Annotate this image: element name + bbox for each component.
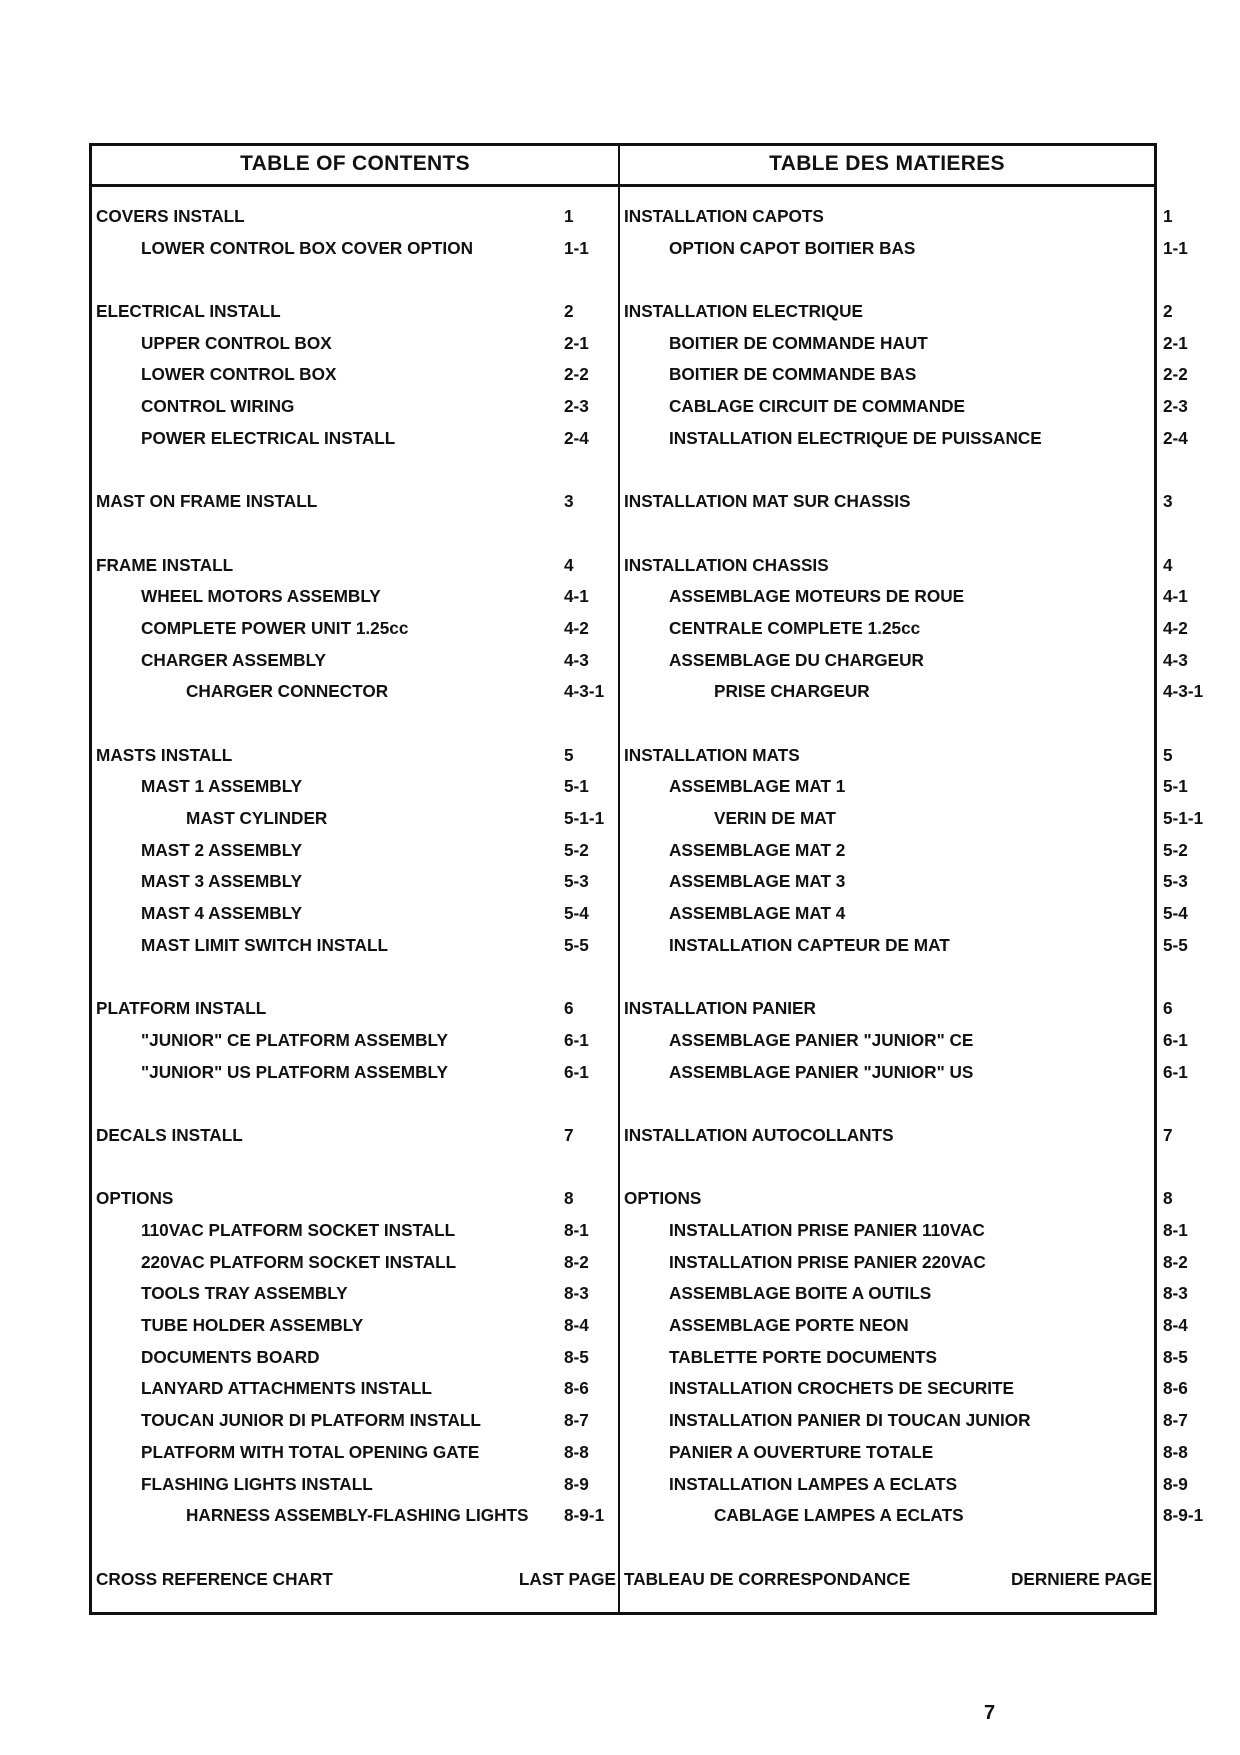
toc-spacer	[92, 708, 618, 740]
toc-english-column	[92, 146, 620, 1612]
toc-subsection-entry	[620, 930, 1188, 962]
toc-subsection-entry	[92, 1310, 618, 1342]
toc-entry-title: PLATFORM INSTALL	[96, 998, 267, 1019]
toc-entry-title: ASSEMBLAGE PANIER "JUNIOR" CE	[669, 1029, 974, 1050]
toc-section-entry	[620, 1564, 1154, 1596]
toc-entry-title: MAST 2 ASSEMBLY	[141, 839, 303, 860]
toc-entry-page: 8-8	[564, 1441, 589, 1462]
toc-subsection-entry	[620, 1405, 1188, 1437]
toc-entry-title: "JUNIOR" US PLATFORM ASSEMBLY	[141, 1061, 448, 1082]
toc-entry-page: 8	[564, 1188, 574, 1209]
toc-subsection-entry	[92, 359, 618, 391]
toc-subsubsection-entry	[620, 803, 1204, 835]
toc-entry-title: CHARGER ASSEMBLY	[141, 649, 326, 670]
toc-subsubsection-entry	[92, 803, 618, 835]
toc-entry-title: OPTIONS	[624, 1188, 702, 1209]
toc-spacer	[92, 1532, 618, 1564]
toc-spacer	[92, 1088, 618, 1120]
toc-subsection-entry	[92, 930, 618, 962]
page-number: 7	[984, 1702, 996, 1724]
toc-entry-page: 8-6	[564, 1378, 589, 1399]
toc-entry-page: 2	[1163, 301, 1173, 322]
toc-entry-page: 5-1	[1163, 776, 1188, 797]
toc-entry-title: INSTALLATION MATS	[624, 744, 800, 765]
toc-entry-page: 5	[1163, 744, 1173, 765]
toc-entry-page: 8-1	[1163, 1220, 1188, 1240]
toc-entry-page: 8	[1163, 1188, 1173, 1209]
toc-section-entry	[92, 550, 618, 582]
toc-entry-page: 4-2	[564, 617, 589, 638]
toc-entry-page: 2-4	[564, 427, 589, 448]
toc-spacer	[620, 455, 1154, 487]
toc-subsection-entry	[92, 1247, 618, 1279]
toc-entry-title: MAST 4 ASSEMBLY	[141, 903, 303, 924]
toc-entry-page: 6-1	[564, 1061, 589, 1082]
toc-entry-page: 8-4	[1163, 1315, 1188, 1336]
toc-entry-page: 8-4	[564, 1315, 589, 1336]
toc-subsection-entry	[620, 1057, 1188, 1089]
toc-subsubsection-entry	[620, 1500, 1204, 1532]
toc-subsubsection-entry	[92, 1500, 618, 1532]
toc-entry-title: TUBE HOLDER ASSEMBLY	[141, 1315, 364, 1336]
toc-spacer	[92, 518, 618, 550]
toc-section-entry	[92, 296, 618, 328]
toc-entry-page: 5-1-1	[1163, 808, 1204, 829]
toc-entry-title: FLASHING LIGHTS INSTALL	[141, 1473, 373, 1494]
toc-subsection-entry	[620, 1025, 1188, 1057]
toc-subsection-entry	[92, 1278, 618, 1310]
toc-entry-title: INSTALLATION PANIER	[624, 998, 816, 1019]
toc-spacer	[92, 455, 618, 487]
toc-french-entries	[620, 187, 1204, 1595]
toc-entry-title: WHEEL MOTORS ASSEMBLY	[141, 586, 381, 607]
toc-entry-title: CROSS REFERENCE CHART	[96, 1568, 333, 1589]
toc-subsection-entry	[620, 1310, 1188, 1342]
toc-entry-page: 8-2	[1163, 1251, 1188, 1272]
toc-entry-page: 8-6	[1163, 1378, 1188, 1399]
toc-entry-page: 6-1	[564, 1029, 589, 1050]
toc-entry-page: 4-1	[564, 586, 589, 607]
toc-subsection-entry	[620, 898, 1188, 930]
toc-entry-title: TOUCAN JUNIOR DI PLATFORM INSTALL	[141, 1410, 481, 1431]
toc-spacer	[620, 708, 1154, 740]
toc-spacer	[620, 518, 1154, 550]
toc-entry-title: VERIN DE MAT	[714, 808, 836, 829]
toc-entry-title: MAST LIMIT SWITCH INSTALL	[141, 934, 388, 955]
toc-subsection-entry	[92, 391, 618, 423]
toc-entry-page: 5-5	[564, 934, 589, 955]
toc-entry-page: 5-3	[1163, 871, 1188, 892]
toc-entry-title: ASSEMBLAGE PORTE NEON	[669, 1315, 909, 1336]
table-of-contents	[89, 143, 1204, 1615]
toc-entry-page: 8-9-1	[1163, 1505, 1204, 1526]
toc-entry-page: 6	[564, 998, 574, 1019]
toc-entry-page: 8-2	[564, 1251, 589, 1272]
toc-entry-page: 5-1-1	[564, 808, 605, 829]
toc-subsection-entry	[620, 771, 1188, 803]
toc-section-entry	[620, 1120, 1173, 1152]
toc-entry-title: INSTALLATION PRISE PANIER 220VAC	[669, 1251, 986, 1272]
toc-entry-page: 8-9-1	[564, 1505, 605, 1526]
toc-entry-title: MASTS INSTALL	[96, 744, 233, 765]
toc-subsection-entry	[92, 771, 618, 803]
toc-entry-page: 5-5	[1163, 934, 1188, 955]
toc-entry-page: 5-4	[564, 903, 589, 924]
toc-entry-page: DERNIERE PAGE	[1010, 1568, 1152, 1589]
toc-subsection-entry	[92, 1215, 618, 1247]
toc-entry-title: CHARGER CONNECTOR	[186, 681, 389, 702]
toc-entry-title: PLATFORM WITH TOTAL OPENING GATE	[141, 1441, 480, 1462]
toc-entry-page: 2-2	[1163, 364, 1188, 385]
toc-subsection-entry	[620, 645, 1188, 677]
toc-entry-title: INSTALLATION ELECTRIQUE	[624, 301, 864, 322]
toc-section-entry	[92, 201, 618, 233]
toc-section-entry	[620, 1183, 1173, 1215]
toc-entry-page: 1-1	[564, 237, 589, 258]
toc-subsection-entry	[92, 581, 618, 613]
toc-entry-page: 2	[564, 301, 574, 322]
toc-entry-title: TOOLS TRAY ASSEMBLY	[141, 1283, 348, 1304]
toc-subsection-entry	[92, 423, 618, 455]
toc-entry-page: 5-2	[564, 839, 589, 860]
toc-entry-title: COVERS INSTALL	[96, 206, 245, 226]
toc-entry-page: 1	[564, 206, 574, 226]
toc-entry-page: 8-9	[1163, 1473, 1188, 1494]
toc-entry-title: INSTALLATION CAPOTS	[624, 206, 824, 226]
toc-subsection-entry	[620, 1437, 1188, 1469]
toc-entry-title: INSTALLATION CHASSIS	[624, 554, 829, 575]
toc-entry-page: 2-2	[564, 364, 589, 385]
toc-section-entry	[620, 740, 1173, 772]
toc-entry-page: 6	[1163, 998, 1173, 1019]
toc-subsection-entry	[620, 1247, 1188, 1279]
toc-subsection-entry	[92, 1057, 618, 1089]
toc-entry-page: 8-7	[564, 1410, 589, 1431]
toc-entry-title: MAST 1 ASSEMBLY	[141, 776, 303, 797]
toc-section-entry	[92, 1120, 618, 1152]
toc-entry-page: 5	[564, 744, 574, 765]
toc-entry-page: 2-1	[564, 332, 589, 353]
toc-entry-title: ASSEMBLAGE DU CHARGEUR	[669, 649, 924, 670]
toc-entry-title: ASSEMBLAGE MOTEURS DE ROUE	[669, 586, 965, 607]
toc-entry-page: 3	[564, 491, 574, 512]
toc-entry-title: LANYARD ATTACHMENTS INSTALL	[141, 1378, 432, 1399]
toc-subsection-entry	[620, 1215, 1188, 1247]
toc-subsection-entry	[620, 233, 1188, 265]
toc-entry-title: ELECTRICAL INSTALL	[96, 301, 281, 322]
toc-subsection-entry	[92, 866, 618, 898]
toc-subsection-entry	[92, 613, 618, 645]
toc-entry-page: 5-1	[564, 776, 589, 797]
toc-entry-page: 2-3	[564, 396, 589, 417]
toc-entry-title: ASSEMBLAGE MAT 4	[669, 903, 846, 924]
toc-subsection-entry	[92, 1405, 618, 1437]
toc-entry-page: 8-8	[1163, 1441, 1188, 1462]
toc-entry-page: 4-3-1	[1163, 681, 1204, 702]
toc-entry-page: 2-4	[1163, 427, 1188, 448]
toc-entry-title: INSTALLATION CROCHETS DE SECURITE	[669, 1378, 1015, 1399]
toc-subsection-entry	[92, 1025, 618, 1057]
toc-entry-title: COMPLETE POWER UNIT 1.25cc	[141, 617, 409, 638]
toc-subsection-entry	[620, 423, 1188, 455]
toc-subsection-entry	[620, 581, 1188, 613]
toc-entry-page: 4-1	[1163, 586, 1188, 607]
toc-english-title: TABLE OF CONTENTS	[92, 146, 618, 187]
toc-subsection-entry	[620, 359, 1188, 391]
toc-entry-title: POWER ELECTRICAL INSTALL	[141, 427, 396, 448]
toc-entry-title: CABLAGE LAMPES A ECLATS	[714, 1505, 964, 1526]
toc-entry-page: 5-3	[564, 871, 589, 892]
toc-subsection-entry	[620, 1342, 1188, 1374]
toc-entry-page: 2-3	[1163, 396, 1188, 417]
toc-spacer	[620, 962, 1154, 994]
toc-entry-title: CONTROL WIRING	[141, 396, 295, 417]
toc-entry-title: "JUNIOR" CE PLATFORM ASSEMBLY	[141, 1029, 448, 1050]
toc-entry-title: ASSEMBLAGE BOITE A OUTILS	[669, 1283, 932, 1304]
toc-entry-title: PRISE CHARGEUR	[714, 681, 870, 702]
toc-entry-title: MAST CYLINDER	[186, 808, 328, 829]
toc-subsection-entry	[92, 835, 618, 867]
toc-entry-page: 8-5	[1163, 1346, 1188, 1367]
toc-entry-page: 5-4	[1163, 903, 1188, 924]
toc-entry-title: INSTALLATION LAMPES A ECLATS	[669, 1473, 958, 1494]
toc-subsection-entry	[620, 1469, 1188, 1501]
toc-entry-page: 3	[1163, 491, 1173, 512]
toc-entry-page: 5-2	[1163, 839, 1188, 860]
toc-section-entry	[92, 486, 618, 518]
toc-subsection-entry	[620, 1278, 1188, 1310]
toc-entry-title: INSTALLATION PRISE PANIER 110VAC	[669, 1220, 985, 1240]
toc-entry-title: DOCUMENTS BOARD	[141, 1346, 320, 1367]
toc-entry-page: 1	[1163, 206, 1173, 226]
toc-entry-title: DECALS INSTALL	[96, 1124, 243, 1145]
toc-entry-title: INSTALLATION PANIER DI TOUCAN JUNIOR	[669, 1410, 1031, 1431]
toc-entry-page: 8-1	[564, 1220, 589, 1240]
toc-entry-page: 4-3	[564, 649, 589, 670]
toc-subsection-entry	[620, 866, 1188, 898]
toc-entry-title: MAST 3 ASSEMBLY	[141, 871, 303, 892]
toc-entry-title: HARNESS ASSEMBLY-FLASHING LIGHTS	[186, 1505, 529, 1526]
toc-section-entry	[620, 993, 1173, 1025]
toc-entry-title: OPTION CAPOT BOITIER BAS	[669, 237, 916, 258]
toc-entry-title: ASSEMBLAGE MAT 2	[669, 839, 846, 860]
toc-entry-page: 8-7	[1163, 1410, 1188, 1431]
toc-entry-page: 4	[564, 554, 574, 575]
toc-entry-title: CABLAGE CIRCUIT DE COMMANDE	[669, 396, 965, 417]
toc-french-title: TABLE DES MATIERES	[620, 146, 1154, 187]
toc-entry-title: BOITIER DE COMMANDE BAS	[669, 364, 917, 385]
toc-entry-title: CENTRALE COMPLETE 1.25cc	[669, 617, 921, 638]
toc-spacer	[620, 1088, 1154, 1120]
toc-french-column	[620, 146, 1204, 1612]
toc-entry-page: 1-1	[1163, 237, 1188, 258]
toc-english-entries	[92, 187, 618, 1595]
toc-spacer	[620, 264, 1154, 296]
toc-subsection-entry	[92, 1437, 618, 1469]
toc-entry-title: 110VAC PLATFORM SOCKET INSTALL	[141, 1220, 456, 1240]
toc-entry-title: TABLETTE PORTE DOCUMENTS	[669, 1346, 937, 1367]
toc-entry-page: 8-3	[564, 1283, 589, 1304]
toc-entry-title: OPTIONS	[96, 1188, 174, 1209]
toc-entry-title: MAST ON FRAME INSTALL	[96, 491, 318, 512]
toc-subsection-entry	[92, 328, 618, 360]
toc-spacer	[92, 962, 618, 994]
toc-entry-title: INSTALLATION MAT SUR CHASSIS	[624, 491, 911, 512]
toc-entry-page: 8-3	[1163, 1283, 1188, 1304]
toc-subsection-entry	[620, 391, 1188, 423]
toc-subsection-entry	[92, 1373, 618, 1405]
toc-entry-page: 4-3-1	[564, 681, 605, 702]
toc-section-entry	[92, 740, 618, 772]
toc-entry-title: INSTALLATION CAPTEUR DE MAT	[669, 934, 950, 955]
toc-entry-title: LOWER CONTROL BOX COVER OPTION	[141, 237, 473, 258]
toc-spacer	[620, 1152, 1154, 1184]
toc-entry-page: LAST PAGE	[518, 1568, 616, 1589]
toc-subsubsection-entry	[92, 676, 618, 708]
toc-entry-title: ASSEMBLAGE MAT 3	[669, 871, 846, 892]
toc-subsubsection-entry	[620, 676, 1204, 708]
toc-section-entry	[620, 296, 1173, 328]
toc-entry-title: INSTALLATION ELECTRIQUE DE PUISSANCE	[669, 427, 1042, 448]
toc-section-entry	[92, 1183, 618, 1215]
toc-entry-title: BOITIER DE COMMANDE HAUT	[669, 332, 928, 353]
toc-entry-title: INSTALLATION AUTOCOLLANTS	[624, 1124, 894, 1145]
toc-entry-title: LOWER CONTROL BOX	[141, 364, 337, 385]
toc-entry-title: PANIER A OUVERTURE TOTALE	[669, 1441, 934, 1462]
toc-subsection-entry	[92, 1469, 618, 1501]
toc-section-entry	[620, 550, 1173, 582]
toc-spacer	[620, 1532, 1154, 1564]
toc-section-entry	[92, 993, 618, 1025]
toc-entry-page: 7	[1163, 1124, 1173, 1145]
toc-subsection-entry	[92, 1342, 618, 1374]
toc-entry-page: 6-1	[1163, 1061, 1188, 1082]
toc-entry-page: 2-1	[1163, 332, 1188, 353]
toc-entry-title: 220VAC PLATFORM SOCKET INSTALL	[141, 1251, 457, 1272]
toc-entry-page: 6-1	[1163, 1029, 1188, 1050]
toc-entry-page: 8-9	[564, 1473, 589, 1494]
toc-subsection-entry	[620, 613, 1188, 645]
toc-entry-title: TABLEAU DE CORRESPONDANCE	[624, 1568, 911, 1589]
toc-entry-page: 4-2	[1163, 617, 1188, 638]
toc-subsection-entry	[92, 233, 618, 265]
toc-entry-page: 4	[1163, 554, 1173, 575]
toc-entry-title: ASSEMBLAGE PANIER "JUNIOR" US	[669, 1061, 974, 1082]
toc-spacer	[92, 1152, 618, 1184]
toc-entry-title: UPPER CONTROL BOX	[141, 332, 332, 353]
toc-section-entry	[92, 1564, 618, 1596]
toc-section-entry	[620, 486, 1173, 518]
toc-section-entry	[620, 201, 1173, 233]
toc-subsection-entry	[92, 898, 618, 930]
toc-spacer	[92, 264, 618, 296]
toc-subsection-entry	[620, 328, 1188, 360]
toc-entry-title: FRAME INSTALL	[96, 554, 234, 575]
toc-entry-title: ASSEMBLAGE MAT 1	[669, 776, 846, 797]
toc-entry-page: 7	[564, 1124, 574, 1145]
toc-entry-page: 8-5	[564, 1346, 589, 1367]
toc-subsection-entry	[92, 645, 618, 677]
toc-entry-page: 4-3	[1163, 649, 1188, 670]
toc-subsection-entry	[620, 1373, 1188, 1405]
toc-subsection-entry	[620, 835, 1188, 867]
